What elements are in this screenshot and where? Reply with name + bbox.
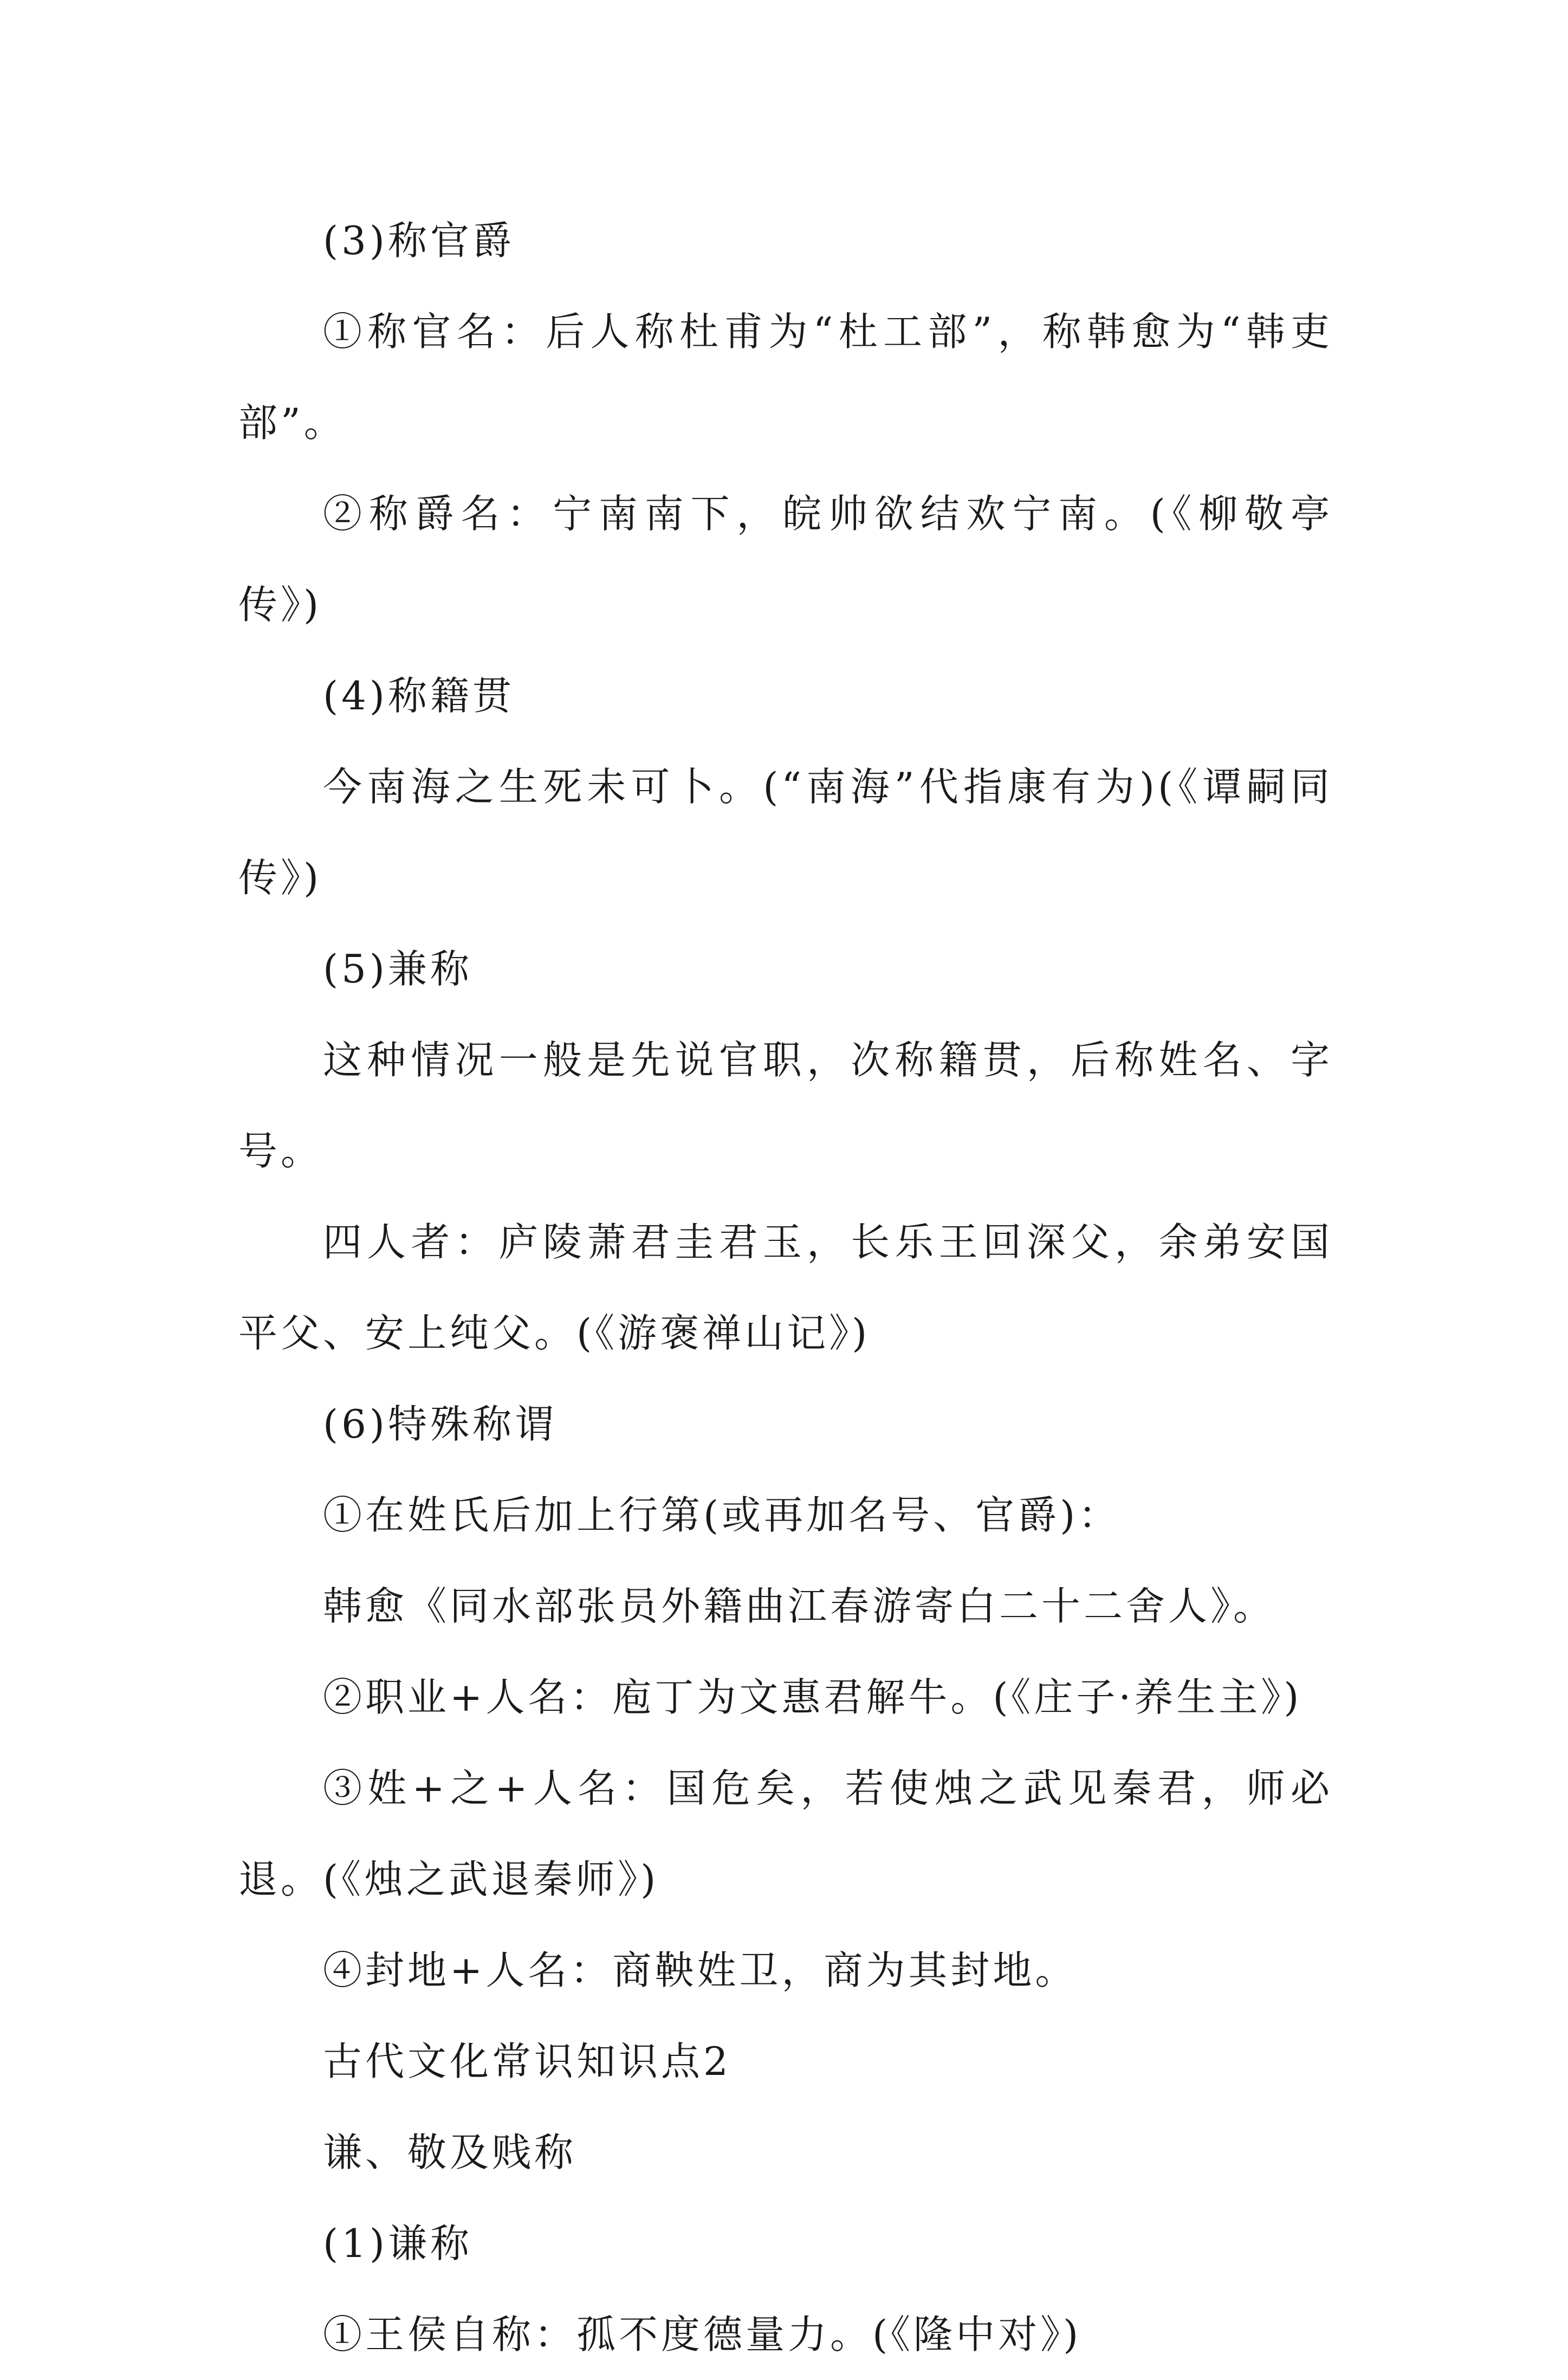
heading-special-address: (6)特殊称谓	[323, 1401, 557, 1447]
paragraph-noble-title: ②称爵名：宁南南下，皖帅欲结欢宁南。(《柳敬亭传》)	[238, 491, 1333, 628]
paragraph-seniority-rank: ①在姓氏后加上行第(或再加名号、官爵)：	[323, 1492, 1121, 1538]
heading-combined-address: (5)兼称	[323, 946, 472, 992]
paragraph-native-place-example: 今南海之生死未可卜。(“南海”代指康有为)(《谭嗣同传》)	[238, 764, 1333, 901]
document-body	[238, 195, 1333, 2380]
paragraph-official-name: ①称官名：后人称杜甫为“杜工部”，称韩愈为“韩吏部”。	[238, 309, 1333, 445]
paragraph-surname-zhi-name: ③姓+之+人名：国危矣，若使烛之武见秦君，师必退。(《烛之武退秦师》)	[238, 1765, 1333, 1902]
heading-native-place: (4)称籍贯	[323, 673, 515, 719]
paragraph-profession-name: ②职业+人名：庖丁为文惠君解牛。(《庄子·养生主》)	[323, 1674, 1303, 1720]
paragraph-combined-example: 四人者：庐陵萧君圭君玉，长乐王回深父，余弟安国平父、安上纯父。(《游褒禅山记》)	[238, 1219, 1333, 1356]
section-title-knowledge-2: 古代文化常识知识点2	[323, 2039, 731, 2084]
heading-official-title: (3)称官爵	[323, 218, 515, 263]
paragraph-han-yu-poem: 韩愈《同水部张员外籍曲江春游寄白二十二舍人》。	[323, 1583, 1276, 1629]
heading-humble-terms: (1)谦称	[323, 2221, 472, 2266]
paragraph-king-self-address: ①王侯自称：孤不度德量力。(《隆中对》)	[323, 2312, 1082, 2357]
heading-humble-respectful-terms: 谦、敬及贱称	[323, 2130, 577, 2175]
paragraph-fief-name: ④封地+人名：商鞅姓卫，商为其封地。	[323, 1948, 1078, 1993]
paragraph-combined-explanation: 这种情况一般是先说官职，次称籍贯，后称姓名、字号。	[238, 1037, 1333, 1174]
